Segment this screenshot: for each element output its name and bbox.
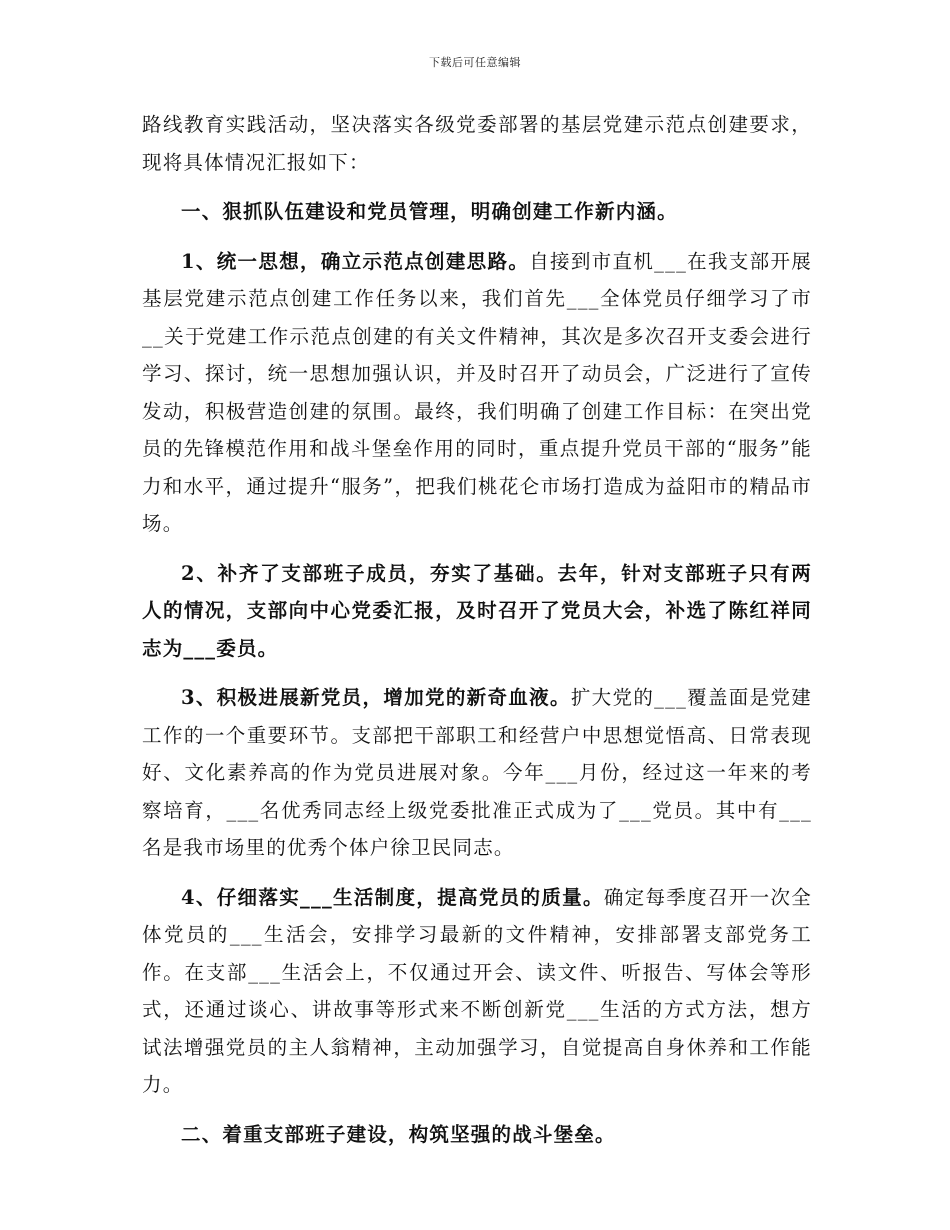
header-note: 下载后可任意编辑 <box>429 56 521 69</box>
paragraph-4-lead: 4、仔细落实___生活制度，提高党员的质量。 <box>181 885 604 909</box>
paragraph-3-body: 扩大党的___覆盖面是党建工作的一个重要环节。支部把干部职工和经营户中思想觉悟高、日常表现好、文化素养高的作为党员进展对象。今年___月份，经过这一年来的考察培育，___名优秀同志经上级党委批准正式成为了___党员。其中有___名是我市场里的优秀个体户徐卫民同志。 <box>142 686 812 859</box>
section-1-heading: 一、狠抓队伍建设和党员管理，明确创建工作新内涵。 <box>181 200 678 223</box>
paragraph-2: 2、补齐了支部班子成员，夯实了基础。去年，针对支部班子只有两人的情况，支部向中心党委汇报，及时召开了党员大会，补选了陈红祥同志为___委员。 <box>142 561 812 660</box>
paragraph-1 <box>142 243 812 543</box>
paragraph-spacer <box>142 543 812 555</box>
paragraph-spacer <box>142 1104 812 1116</box>
paragraph-spacer <box>142 231 812 243</box>
intro-paragraph: 路线教育实践活动，坚决落实各级党委部署的基层党建示范点创建要求，现将具体情况汇报如下： <box>142 113 812 174</box>
paragraph-4 <box>142 879 812 1104</box>
paragraph-spacer <box>142 667 812 679</box>
paragraph-1-lead: 1、统一思想，确立示范点创建思路。 <box>181 249 530 273</box>
paragraph-3-lead: 3、积极进展新党员，增加党的新奇血液。 <box>181 686 571 709</box>
document-body <box>142 106 812 1153</box>
paragraph-spacer <box>142 181 812 193</box>
paragraph-spacer <box>142 867 812 879</box>
paragraph-3 <box>142 679 812 867</box>
section-2-heading: 二、着重支部班子建设，构筑坚强的战斗堡垒。 <box>181 1122 616 1146</box>
paragraph-4-body: 确定每季度召开一次全体党员的___生活会，安排学习最新的文件精神，安排部署支部党务工作。在支部___生活会上，不仅通过开会、读文件、听报告、写体会等形式，还通过谈心、讲故事等形式来不断创新党___生活的方式方法，想方试法增强党员的主人翁精神，主动加强学习，自觉提高自身休养和工作能力。 <box>142 885 812 1096</box>
paragraph-1-body: 自接到市直机___在我支部开展基层党建示范点创建工作任务以来，我们首先___全体党员仔细学习了市__关于党建工作示范点创建的有关文件精神，其次是多次召开支委会进行学习、探讨，统一思想加强认识，并及时召开了动员会，广泛进行了宣传发动，积极营造创建的氛围。最终，我们明确了创建工作目标：在突出党员的先锋模范作用和战斗堡垒作用的同时，重点提升党员干部的“服务”能力和水平，通过提升“服务”，把我们桃花仑市场打造成为益阳市的精品市场。 <box>142 249 812 535</box>
